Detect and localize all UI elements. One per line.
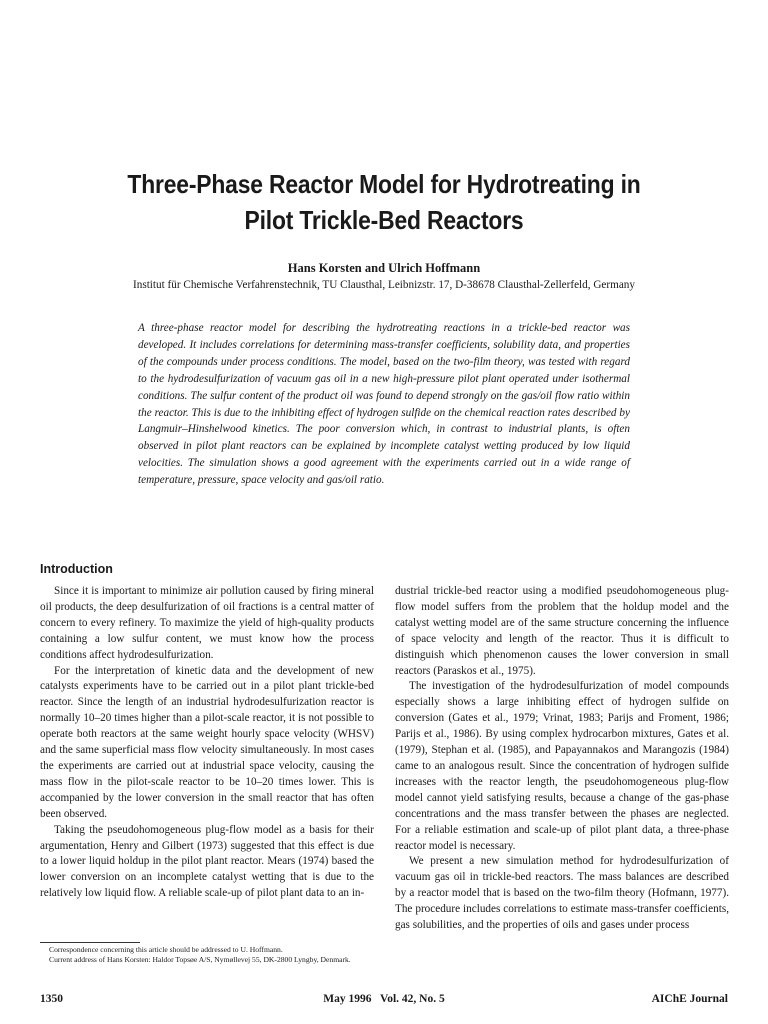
- section-heading-introduction: Introduction: [40, 562, 113, 576]
- article-title: [46, 166, 722, 238]
- body-column-left: [40, 584, 374, 902]
- footnotes: [40, 945, 374, 964]
- title-line-1: Three-Phase Reactor Model for Hydrotreating in: [127, 169, 641, 199]
- affiliation: Institut für Chemische Verfahrenstechnik, TU Clausthal, Leibnizstr. 17, D-38678 Clausthal-Zellerfeld, Germany: [133, 279, 635, 291]
- paragraph: Taking the pseudohomogeneous plug-flow model as a basis for their argumentation, Henry and Gilbert (1973) suggested that this effect is due to a lower liquid holdup in the pilot plant reactor. Mears (1974) based the lower conversion on an incomplete catalyst wetting that is due to the relatively low liquid flow. A reliable scale-up of pilot plant data to an in-: [40, 823, 374, 900]
- footnote-divider: [40, 942, 140, 943]
- page-number: 1350: [40, 993, 63, 1005]
- footnote-address: Current address of Hans Korsten: Haldor Topsøe A/S, Nymøllevej 55, DK-2800 Lyngby, Denmark.: [49, 954, 351, 964]
- paragraph: For the interpretation of kinetic data and the development of new catalysts experiments have to be carried out in a pilot plant trickle-bed reactor. Since the length of an industrial hydrodesulfurization reactor is normally 10–20 times higher than a pilot-scale reactor, it is not possible to operate both reactors at the same weight hourly space velocity (WHSV) and the same superficial mass flow velocity simultaneously. In most cases the experiments are carried out at industrial space velocity, causing the mass flow in the pilot-scale reactor to be 10–20 times lower. This is accompanied by the lower conversion in the small reactor that has often been observed.: [40, 664, 374, 820]
- paragraph: The investigation of the hydrodesulfurization of model compounds especially shows a large inhibiting effect of hydrogen sulfide on conversion (Gates et al., 1979; Vrinat, 1983; Parijs and Froment, 1986; Parijs et al., 1986). By using complex hydrocarbon mixtures, Gates et al. (1979), Stephan et al. (1985), and Papayannakos and Marangozis (1984) came to an analogous result. Since the concentration of hydrogen sulfide increases with the reactor length, the pseudohomogeneous plug-flow model cannot yield satisfying results, because a change of the gas-phase concentrations and the mass transfer between the phases are neglected. For a reliable estimation and scale-up of pilot plant data, a three-phase reactor model is necessary.: [395, 680, 729, 852]
- paragraph: We present a new simulation method for hydrodesulfurization of vacuum gas oil in trickle-bed reactors. The mass balances are described by a reactor model that is based on the two-film theory (Hofmann, 1977). The procedure includes correlations to estimate mass-transfer coefficients, gas solubilities, and the properties of oils and gases under process: [395, 855, 729, 932]
- body-column-right: [395, 584, 729, 934]
- footnote-correspondence: Correspondence concerning this article should be addressed to U. Hoffmann.: [49, 945, 283, 954]
- paragraph: Since it is important to minimize air pollution caused by firing mineral oil products, the deep desulfurization of oil fractions is a central matter of concern to every refinery. To maximize the yield of high-quality products containing a low sulfur content, we must know how the process conditions affect hydrodesulfurization.: [40, 585, 374, 661]
- title-line-2: Pilot Trickle-Bed Reactors: [244, 205, 524, 235]
- issue-info: May 1996 Vol. 42, No. 5: [323, 993, 445, 1005]
- authors: Hans Korsten and Ulrich Hoffmann: [287, 261, 481, 275]
- journal-name: AIChE Journal: [651, 993, 728, 1005]
- page-footer: [40, 993, 728, 1009]
- abstract: A three-phase reactor model for describing the hydrotreating reactions in a trickle-bed reactor was developed. It includes correlations for determining mass-transfer coefficients, solubility data, and properties of the compounds under process conditions. The model, based on the two-film theory, was tested with regard to the hydrodesulfurization of vacuum gas oil in a new high-pressure pilot plant operated under isothermal conditions. The sulfur content of the product oil was found to depend strongly on the gas/oil flow ratio within the reactor. This is due to the inhibiting effect of hydrogen sulfide on the chemical reaction rates described by Langmuir–Hinshelwood kinetics. The poor conversion which, in contrast to industrial plants, is often observed in pilot plant reactors can be explained by incomplete catalyst wetting produced by low liquid velocities. The simulation shows a good agreement with the experiments carried out in a wide range of temperature, pressure, space velocity and gas/oil ratio.: [138, 322, 630, 487]
- paragraph: dustrial trickle-bed reactor using a modified pseudohomogeneous plug-flow model suffers from the problem that the holdup model and the catalyst wetting model are of the same structure concerning the influence of space velocity and length of the reactor. Thus it is difficult to distinguish which phenomenon causes the lower conversion in small reactors (Paraskos et al., 1975).: [395, 585, 729, 677]
